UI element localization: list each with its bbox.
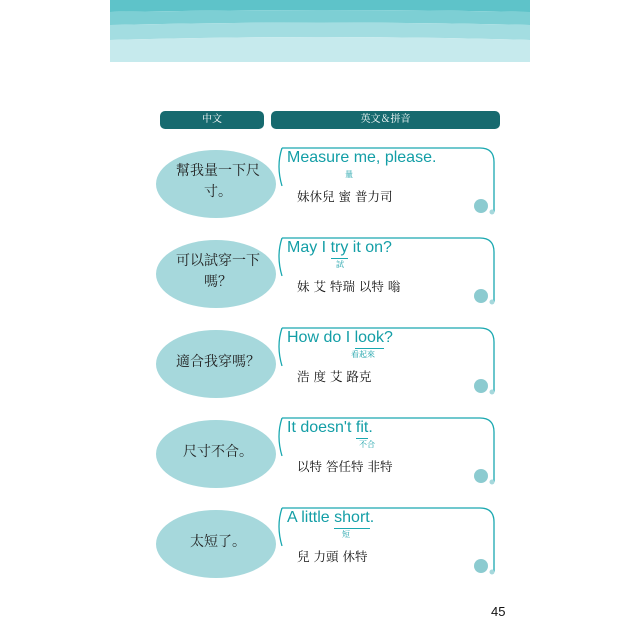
pronunciation: 以特 答任特 非特 [297,459,393,474]
pronunciation: 浩 度 艾 路克 [297,369,372,384]
chinese-phrase: 適合我穿嗎？ [176,353,260,370]
pronunciation: 兒 力頭 休特 [297,549,368,564]
pronunciation: 妹休兒 蜜 普力司 [297,189,393,204]
chinese-phrase: 尺寸不合。 [183,443,253,460]
english-phrase: It doesn't fit. [287,419,373,436]
top-banner [110,0,530,62]
word-gloss: 短 [342,530,350,539]
column-header-chinese: 中文 [160,111,264,129]
word-gloss: 不合 [359,440,375,449]
chinese-phrase: 幫我量一下尺寸。 [176,163,260,200]
chinese-phrase: 太短了。 [190,533,246,550]
chinese-phrase: 可以試穿一下嗎？ [176,253,260,290]
phrase-row [150,326,510,404]
phrase-row [150,416,510,494]
phrase-row [150,236,510,314]
english-phrase: May I try it on? [287,239,392,256]
column-header-english: 英文＆拼音 [271,111,500,129]
english-phrase: How do I look? [287,329,393,346]
phrase-row [150,146,510,224]
english-phrase: A little short. [287,509,375,526]
english-phrase: Measure me, please. [287,149,437,166]
pronunciation: 妹 艾 特瑞 以特 嗡 [297,279,401,294]
phrase-row [150,506,510,584]
word-gloss: 試 [336,260,344,269]
word-gloss: 看起來 [351,350,375,359]
word-gloss: 量 [345,170,353,179]
page-number: 45 [491,604,506,619]
